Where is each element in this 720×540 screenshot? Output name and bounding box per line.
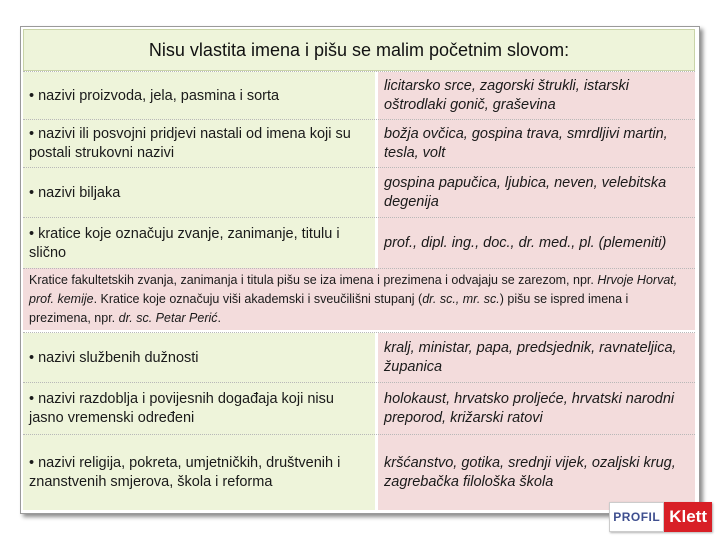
note-paragraph bbox=[23, 268, 695, 330]
table-row bbox=[23, 71, 695, 120]
rule-cell: • nazivi religija, pokreta, umjetničkih, društvenih i znanstvenih smjerova, škola i reforma bbox=[23, 435, 375, 510]
profil-klett-logo bbox=[609, 502, 712, 532]
slide-title: Nisu vlastita imena i pišu se malim početnim slovom: bbox=[23, 29, 695, 71]
rule-cell: • nazivi razdoblja i povijesnih događaja koji nisu jasno vremenski određeni bbox=[23, 383, 375, 435]
note-text: Kratice fakultetskih zvanja, zanimanja i titula pišu se iza imena i prezimena i odvajaju se zarezom, npr. bbox=[29, 273, 598, 287]
rule-cell: • nazivi proizvoda, jela, pasmina i sorta bbox=[23, 72, 375, 120]
table-row bbox=[23, 119, 695, 168]
rule-cell: • nazivi službenih dužnosti bbox=[23, 333, 375, 383]
example-cell: božja ovčica, gospina trava, smrdljivi martin, tesla, volt bbox=[378, 120, 695, 168]
example-cell: prof., dipl. ing., doc., dr. med., pl. (plemeniti) bbox=[378, 218, 695, 269]
rule-cell: • kratice koje označuju zvanje, zanimanje, titulu i slično bbox=[23, 218, 375, 269]
note-example: dr. sc., mr. sc. bbox=[422, 292, 500, 306]
note-text: . Kratice koje označuju viši akademski i sveučilišni stupanj ( bbox=[93, 292, 423, 306]
example-cell: licitarsko srce, zagorski štrukli, istarski oštrodlaki gonič, graševina bbox=[378, 72, 695, 120]
slide-frame bbox=[20, 26, 700, 514]
note-text: ) pišu se ispred imena i prezimena, npr. bbox=[29, 292, 629, 325]
table-row bbox=[23, 434, 695, 510]
note-text: . bbox=[217, 311, 221, 325]
note-example: Hrvoje Horvat, prof. kemije bbox=[29, 273, 678, 306]
table-row bbox=[23, 217, 695, 269]
note-example: dr. sc. Petar Perić bbox=[118, 311, 218, 325]
table-row bbox=[23, 382, 695, 435]
table-row bbox=[23, 167, 695, 218]
rule-cell: • nazivi ili posvojni pridjevi nastali od imena koji su postali strukovni nazivi bbox=[23, 120, 375, 168]
example-cell: kršćanstvo, gotika, srednji vijek, ozaljski krug, zagrebačka filološka škola bbox=[378, 435, 695, 510]
example-cell: holokaust, hrvatsko proljeće, hrvatski narodni preporod, križarski ratovi bbox=[378, 383, 695, 435]
table-row bbox=[23, 332, 695, 383]
rule-cell: • nazivi biljaka bbox=[23, 168, 375, 218]
logo-profil-text: PROFIL bbox=[609, 502, 664, 532]
logo-klett-text: Klett bbox=[664, 502, 712, 532]
example-cell: gospina papučica, ljubica, neven, velebitska degenija bbox=[378, 168, 695, 218]
example-cell: kralj, ministar, papa, predsjednik, ravnateljica, županica bbox=[378, 333, 695, 383]
